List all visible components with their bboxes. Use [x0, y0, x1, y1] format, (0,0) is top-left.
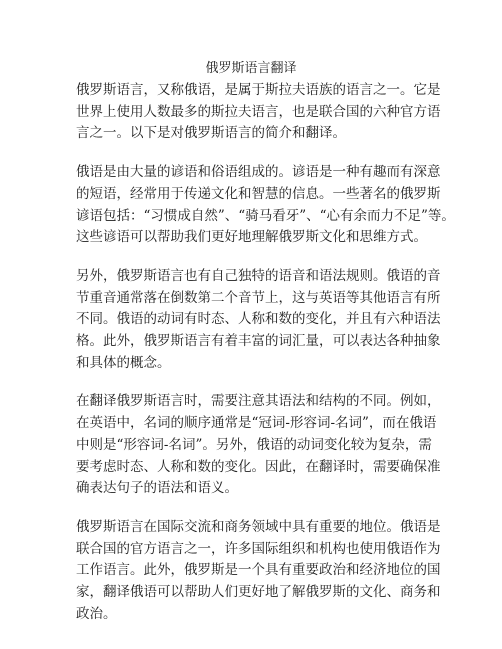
text-line: 俄语是由大量的谚语和俗语组成的。谚语是一种有趣而有深意 — [76, 164, 441, 181]
paragraph-intro — [76, 80, 441, 145]
text-line: 俄罗斯语言在国际交流和商务领域中具有重要的地位。俄语是 — [76, 518, 441, 535]
text-line: 世界上使用人数最多的斯拉夫语言，也是联合国的六种官方语 — [76, 103, 441, 120]
text-line: 不同。俄语的动词有时态、人称和数的变化，并且有六种语法 — [76, 311, 441, 328]
text-line: 要考虑时态、人称和数的变化。因此，在翻译时，需要确保准 — [76, 458, 441, 475]
text-line: 在翻译俄罗斯语言时，需要注意其语法和结构的不同。例如， — [76, 393, 441, 410]
paragraph-translation — [76, 391, 441, 500]
paragraph-importance — [76, 517, 441, 626]
document-title: 俄罗斯语言翻译 — [205, 61, 297, 76]
text-line: 另外，俄罗斯语言也有自己独特的语音和语法规则。俄语的音 — [76, 267, 441, 284]
text-line: 和具体的概念。 — [76, 354, 171, 371]
paragraph-proverbs — [76, 162, 455, 249]
paragraph-phonetics-grammar — [76, 266, 441, 375]
text-line: 俄罗斯语言，又称俄语，是属于斯拉夫语族的语言之一。它是 — [76, 82, 441, 98]
text-line: 在英语中，名词的顺序通常是“冠词-形容词-名词”，而在俄语 — [76, 415, 437, 432]
text-line: 家，翻译俄语可以帮助人们更好地了解俄罗斯的文化、商务和 — [76, 584, 441, 601]
text-line: 联合国的官方语言之一，许多国际组织和机构也使用俄语作为 — [76, 540, 441, 557]
text-line: 谚语包括：“习惯成自然”、“骑马看牙”、“心有余而力不足”等。 — [76, 207, 455, 224]
text-line: 中则是“形容词-名词”。另外，俄语的动词变化较为复杂，需 — [76, 436, 432, 453]
text-line: 确表达句子的语法和语义。 — [76, 480, 238, 497]
text-line: 工作语言。此外，俄罗斯是一个具有重要政治和经济地位的国 — [76, 562, 441, 579]
text-line: 的短语，经常用于传递文化和智慧的信息。一些著名的俄罗斯 — [76, 185, 441, 202]
text-line: 言之一。以下是对俄罗斯语言的简介和翻译。 — [76, 125, 346, 142]
document-body — [76, 80, 455, 642]
text-line: 节重音通常落在倒数第二个音节上，这与英语等其他语言有所 — [76, 289, 441, 306]
text-line: 这些谚语可以帮助我们更好地理解俄罗斯文化和思维方式。 — [76, 229, 427, 246]
text-line: 政治。 — [76, 605, 117, 622]
text-line: 格。此外，俄罗斯语言有着丰富的词汇量，可以表达各种抽象 — [76, 333, 441, 350]
